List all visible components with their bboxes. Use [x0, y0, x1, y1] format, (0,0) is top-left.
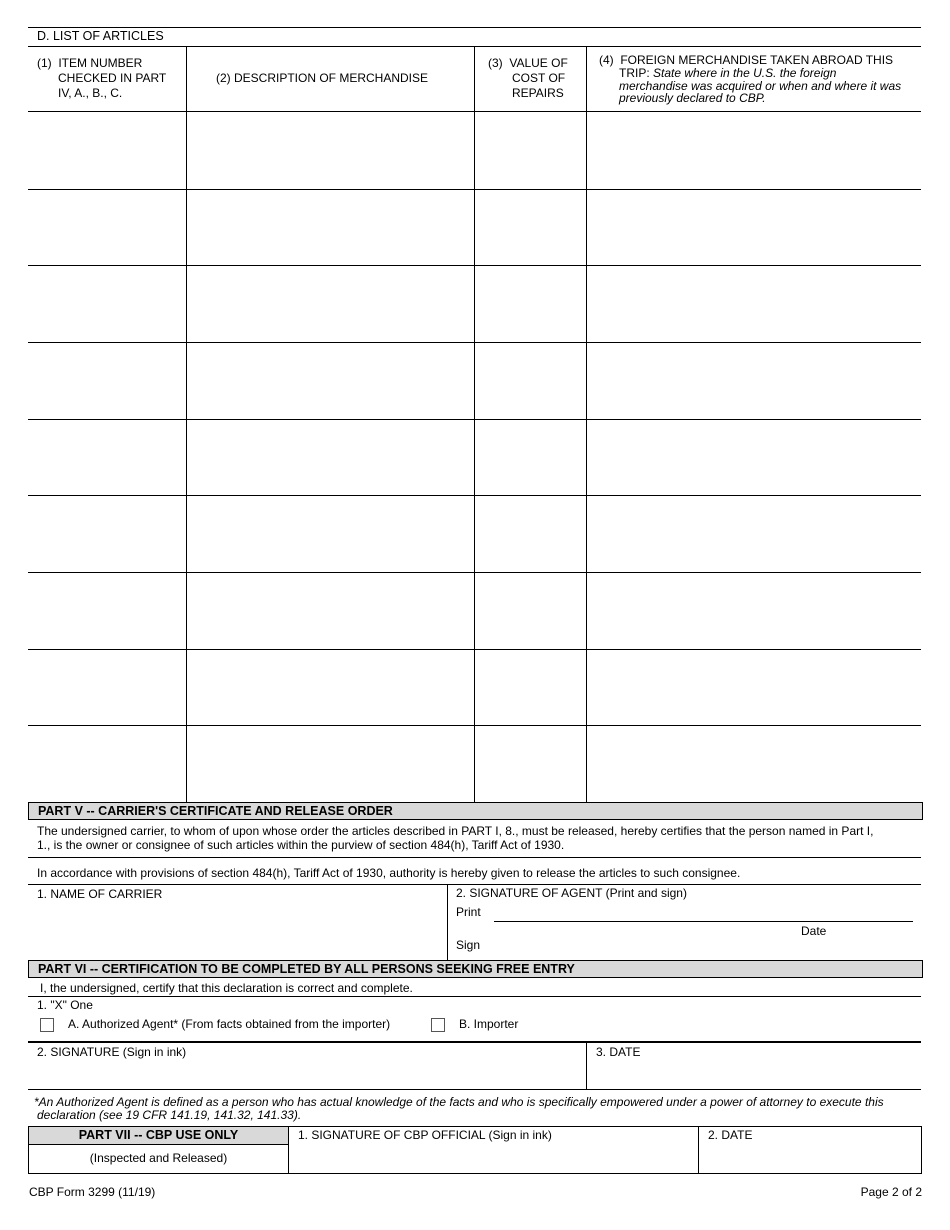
description-cell[interactable]: [188, 267, 472, 340]
item-number-cell[interactable]: [30, 267, 184, 340]
date-label: Date: [801, 924, 827, 938]
cbp-date-field[interactable]: [702, 1145, 918, 1171]
release-text: In accordance with provisions of section 484(h), Tariff Act of 1930, authority is hereby given to release the articles to such consignee.: [37, 866, 741, 880]
rule: [288, 1126, 289, 1174]
signature-label: 2. SIGNATURE (Sign in ink): [37, 1045, 187, 1059]
description-cell[interactable]: [188, 191, 472, 264]
sign-label: Sign: [456, 938, 481, 952]
value-cell[interactable]: [476, 344, 584, 417]
rule: [28, 857, 921, 858]
rule: [28, 884, 921, 885]
column-rule: [586, 46, 587, 802]
foreign-merchandise-cell[interactable]: [588, 114, 920, 187]
carrier-name-field[interactable]: [30, 903, 444, 955]
foreign-merchandise-cell[interactable]: [588, 191, 920, 264]
inspected-released-label: (Inspected and Released): [89, 1151, 228, 1165]
value-cell[interactable]: [476, 497, 584, 570]
foreign-merchandise-cell[interactable]: [588, 651, 920, 724]
cbp-official-signature-label: 1. SIGNATURE OF CBP OFFICIAL (Sign in ink): [298, 1128, 552, 1142]
carrier-certificate-line-1: The undersigned carrier, to whom of upon whose order the articles described in PART I, 8., must be released, hereby certifies that the person named in Part I,: [37, 824, 874, 838]
rule: [28, 1041, 921, 1043]
importer-label: B. Importer: [459, 1017, 519, 1031]
foreign-merchandise-cell[interactable]: [588, 727, 920, 800]
importer-checkbox[interactable]: [431, 1018, 445, 1032]
page-number: Page 2 of 2: [860, 1185, 922, 1199]
item-number-cell[interactable]: [30, 651, 184, 724]
description-cell[interactable]: [188, 574, 472, 647]
row-rule: [28, 342, 921, 343]
foreign-merchandise-cell[interactable]: [588, 421, 920, 494]
section-d-title: D. LIST OF ARTICLES: [37, 29, 164, 43]
carrier-certificate-line-2: 1., is the owner or consignee of such articles within the purview of section 484(h), Tariff Act of 1930.: [37, 838, 565, 852]
print-underline: [494, 921, 913, 922]
row-rule: [28, 495, 921, 496]
item-number-cell[interactable]: [30, 574, 184, 647]
item-number-cell[interactable]: [30, 497, 184, 570]
description-cell[interactable]: [188, 344, 472, 417]
date-field[interactable]: [590, 1061, 920, 1087]
cbp-date-label: 2. DATE: [708, 1128, 753, 1142]
rule: [586, 1042, 587, 1089]
row-rule: [28, 572, 921, 573]
agent-print-field[interactable]: [494, 903, 912, 920]
rule: [28, 1089, 921, 1090]
description-cell[interactable]: [188, 421, 472, 494]
column-rule: [186, 46, 187, 802]
row-rule: [28, 265, 921, 266]
item-number-cell[interactable]: [30, 344, 184, 417]
item-number-cell[interactable]: [30, 421, 184, 494]
agent-date-field[interactable]: [840, 924, 912, 939]
date-label: 3. DATE: [596, 1045, 641, 1059]
part-7-title: PART VII -- CBP USE ONLY: [29, 1127, 288, 1145]
part-5-title: PART V -- CARRIER'S CERTIFICATE AND RELEASE ORDER: [28, 802, 923, 820]
value-cell[interactable]: [476, 421, 584, 494]
cbp-official-signature-field[interactable]: [292, 1145, 694, 1171]
print-label: Print: [456, 905, 481, 919]
value-cell[interactable]: [476, 267, 584, 340]
header-bottom-rule: [28, 111, 921, 112]
agent-sign-field[interactable]: [494, 938, 912, 956]
row-rule: [28, 725, 921, 726]
form-id: CBP Form 3299 (11/19): [29, 1185, 156, 1199]
value-cell[interactable]: [476, 574, 584, 647]
part-6-title: PART VI -- CERTIFICATION TO BE COMPLETED BY ALL PERSONS SEEKING FREE ENTRY: [28, 960, 923, 978]
description-cell[interactable]: [188, 651, 472, 724]
authorized-agent-label: A. Authorized Agent* (From facts obtained from the importer): [68, 1017, 391, 1031]
column-rule: [474, 46, 475, 802]
certification-text: I, the undersigned, certify that this declaration is correct and complete.: [40, 981, 413, 995]
top-rule: [28, 27, 921, 28]
rule: [28, 996, 921, 997]
rule: [447, 884, 448, 960]
foreign-merchandise-cell[interactable]: [588, 344, 920, 417]
signature-field[interactable]: [30, 1061, 582, 1087]
carrier-name-label: 1. NAME OF CARRIER: [37, 887, 163, 901]
authorized-agent-checkbox[interactable]: [40, 1018, 54, 1032]
description-cell[interactable]: [188, 497, 472, 570]
description-cell[interactable]: [188, 114, 472, 187]
description-cell[interactable]: [188, 727, 472, 800]
x-one-label: 1. "X" One: [37, 998, 93, 1012]
rule: [698, 1126, 699, 1174]
agent-signature-label: 2. SIGNATURE OF AGENT (Print and sign): [456, 886, 687, 900]
column-header-description: (2) DESCRIPTION OF MERCHANDISE: [216, 71, 429, 85]
value-cell[interactable]: [476, 114, 584, 187]
item-number-cell[interactable]: [30, 191, 184, 264]
item-number-cell[interactable]: [30, 114, 184, 187]
foreign-merchandise-cell[interactable]: [588, 574, 920, 647]
value-cell[interactable]: [476, 727, 584, 800]
foreign-merchandise-cell[interactable]: [588, 497, 920, 570]
value-cell[interactable]: [476, 651, 584, 724]
foreign-merchandise-cell[interactable]: [588, 267, 920, 340]
value-cell[interactable]: [476, 191, 584, 264]
item-number-cell[interactable]: [30, 727, 184, 800]
